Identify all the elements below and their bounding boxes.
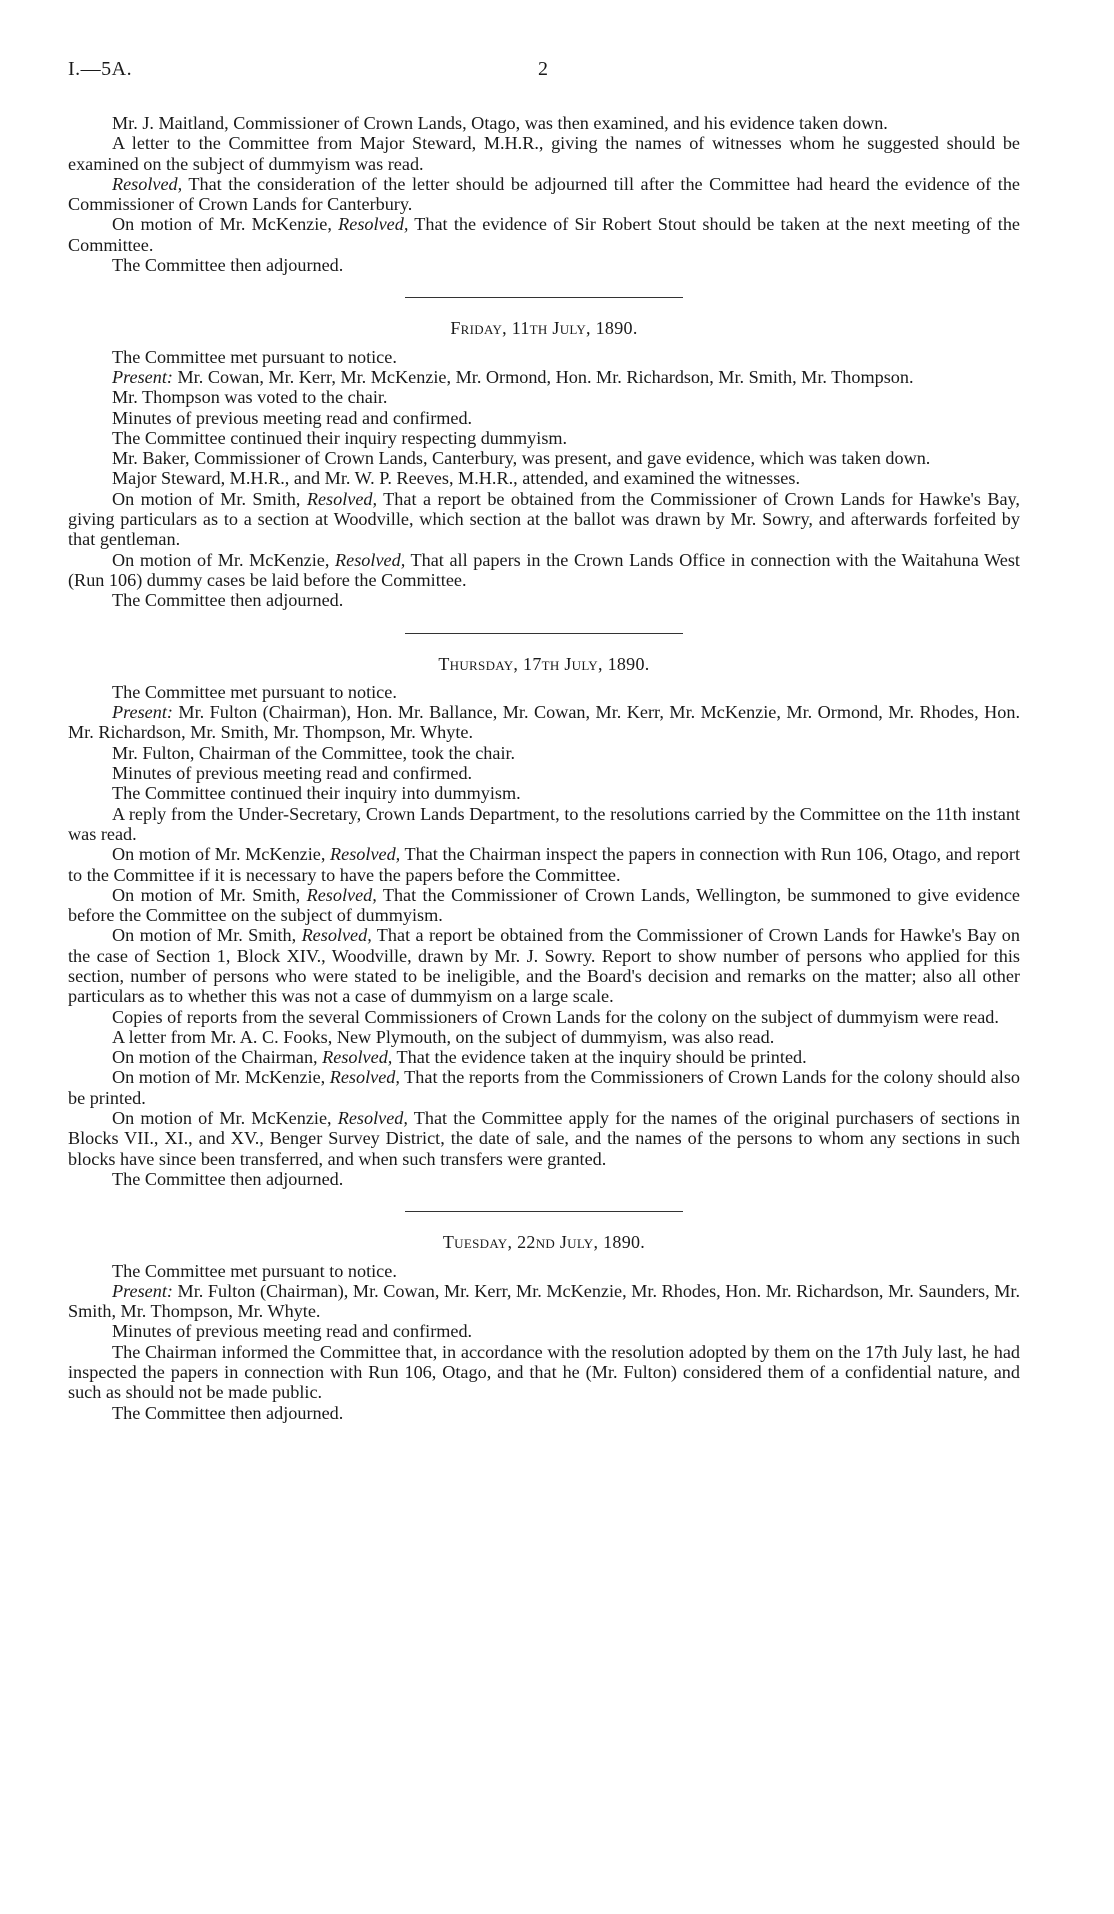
- paragraph: On motion of Mr. McKenzie, Resolved, That the reports from the Commissioners of Crown Lands for the colony should also be printed.: [68, 1067, 1020, 1108]
- paragraph: A letter to the Committee from Major Steward, M.H.R., giving the names of witnesses whom he suggested should be examined on the subject of dummyism was read.: [68, 133, 1020, 174]
- paragraph: On motion of Mr. McKenzie, Resolved, That all papers in the Crown Lands Office in connection with the Waitahuna West (Run 106) dummy cases be laid before the Committee.: [68, 549, 1020, 590]
- meeting-date: Tuesday, 22nd July, 1890.: [442, 1232, 646, 1253]
- italic-term: Resolved,: [329, 1067, 400, 1088]
- paragraph: The Committee continued their inquiry into dummyism.: [112, 783, 521, 804]
- paragraph: Copies of reports from the several Commissioners of Crown Lands for the colony on the subject of dummyism were read.: [112, 1006, 999, 1027]
- meeting-section: [68, 318, 1020, 610]
- italic-term: Present:: [112, 1280, 173, 1301]
- italic-term: Resolved,: [112, 173, 183, 194]
- paragraph: Resolved, That the consideration of the letter should be adjourned till after the Committee had heard the evidence of the Commissioner of Crown Lands for Canterbury.: [68, 173, 1020, 215]
- italic-term: Present:: [112, 702, 173, 723]
- section-divider: [405, 633, 683, 634]
- meeting-section: [68, 654, 1020, 1190]
- paragraph: The Committee met pursuant to notice.: [112, 681, 397, 702]
- paragraph: The Committee met pursuant to notice.: [112, 346, 397, 367]
- italic-term: Resolved,: [337, 1108, 408, 1129]
- document-reference: I.—5A.: [68, 58, 133, 80]
- paragraph: On motion of Mr. Smith, Resolved, That a report be obtained from the Commissioner of Crown Lands for Hawke's Bay on the case of Section 1, Block XIV., Woodville, drawn by Mr. J. Sowry. Report to show number of persons who applied for this section, number of persons who were stated to be ineligible, and the Board's decision and remarks on the matter; also all other particulars as to whether this was not a case of dummyism on a large scale.: [68, 925, 1020, 1007]
- paragraph: Present: Mr. Cowan, Mr. Kerr, Mr. McKenzie, Mr. Ormond, Hon. Mr. Richardson, Mr. Smith, Mr. Thompson.: [112, 366, 914, 387]
- italic-term: Resolved,: [301, 925, 372, 946]
- paragraph: The Committee then adjourned.: [112, 1168, 344, 1189]
- paragraph: Present: Mr. Fulton (Chairman), Mr. Cowan, Mr. Kerr, Mr. McKenzie, Mr. Rhodes, Hon. Mr. Richardson, Mr. Saunders, Mr. Smith, Mr. Thompson, Mr. Whyte.: [68, 1280, 1020, 1322]
- paragraph: Minutes of previous meeting read and confirmed.: [112, 763, 473, 784]
- meeting-date: Friday, 11th July, 1890.: [450, 318, 638, 339]
- paragraph: Present: Mr. Fulton (Chairman), Hon. Mr. Ballance, Mr. Cowan, Mr. Kerr, Mr. McKenzie, Mr. Ormond, Mr. Rhodes, Hon. Mr. Richardson, Mr. Smith, Mr. Thompson, Mr. Whyte.: [68, 702, 1020, 743]
- paragraph: Mr. Fulton, Chairman of the Committee, took the chair.: [112, 742, 516, 763]
- page-number: 2: [538, 58, 548, 80]
- paragraph: The Committee then adjourned.: [112, 590, 344, 611]
- minutes-body: [68, 113, 1020, 1423]
- paragraph: A reply from the Under-Secretary, Crown Lands Department, to the resolutions carried by the Committee on the 11th instant was read.: [68, 803, 1020, 844]
- paragraph: The Committee then adjourned.: [112, 1402, 344, 1423]
- italic-term: Resolved,: [335, 549, 406, 570]
- italic-term: Resolved,: [306, 884, 377, 905]
- paragraph: The Committee met pursuant to notice.: [112, 1260, 397, 1281]
- paragraph: On motion of Mr. Smith, Resolved, That the Commissioner of Crown Lands, Wellington, be summoned to give evidence before the Committee on the subject of dummyism.: [68, 884, 1020, 926]
- italic-term: Resolved,: [306, 488, 378, 509]
- paragraph: Mr. Baker, Commissioner of Crown Lands, Canterbury, was present, and gave evidence, which was taken down.: [112, 448, 931, 469]
- intro-section: [68, 113, 1020, 275]
- italic-term: Resolved,: [330, 844, 401, 865]
- section-divider: [405, 297, 683, 298]
- paragraph: Major Steward, M.H.R., and Mr. W. P. Reeves, M.H.R., attended, and examined the witnesses.: [112, 468, 800, 489]
- page-header: [68, 58, 1048, 88]
- italic-term: Resolved,: [338, 214, 409, 235]
- paragraph: Minutes of previous meeting read and confirmed.: [112, 407, 473, 428]
- paragraph: The Committee continued their inquiry respecting dummyism.: [112, 427, 568, 448]
- italic-term: Present:: [112, 366, 173, 387]
- paragraph: On motion of Mr. McKenzie, Resolved, That the Committee apply for the names of the original purchasers of sections in Blocks VII., XI., and XV., Benger Survey District, the date of sale, and the names of the persons to whom any sections in such blocks have since been transferred, and when such transfers were granted.: [68, 1108, 1020, 1169]
- paragraph: The Chairman informed the Committee that, in accordance with the resolution adopted by them on the 17th July last, he had inspected the papers in connection with Run 106, Otago, and that he (Mr. Fulton) considered them of a confidential nature, and such as should not be made public.: [68, 1341, 1020, 1403]
- paragraph: Mr. J. Maitland, Commissioner of Crown Lands, Otago, was then examined, and his evidence taken down.: [112, 113, 888, 133]
- paragraph: A letter from Mr. A. C. Fooks, New Plymouth, on the subject of dummyism, was also read.: [112, 1026, 775, 1047]
- meeting-section: [68, 1232, 1020, 1423]
- section-divider: [405, 1211, 683, 1212]
- italic-term: Resolved,: [322, 1047, 393, 1068]
- paragraph: On motion of Mr. Smith, Resolved, That a report be obtained from the Commissioner of Crown Lands for Hawke's Bay, giving particulars as to a section at Woodville, which section at the ballot was drawn by Mr. Sowry, and afterwards forfeited by that gentleman.: [68, 488, 1020, 550]
- paragraph: On motion of Mr. McKenzie, Resolved, That the evidence of Sir Robert Stout should be taken at the next meeting of the Committee.: [68, 214, 1020, 255]
- paragraph: The Committee then adjourned.: [112, 255, 344, 276]
- paragraph: On motion of the Chairman, Resolved, That the evidence taken at the inquiry should be printed.: [112, 1047, 807, 1068]
- paragraph: On motion of Mr. McKenzie, Resolved, That the Chairman inspect the papers in connection with Run 106, Otago, and report to the Committee if it is necessary to have the papers before the Committee.: [68, 844, 1020, 885]
- paragraph: Mr. Thompson was voted to the chair.: [112, 387, 388, 408]
- meeting-date: Thursday, 17th July, 1890.: [438, 653, 650, 674]
- paragraph: Minutes of previous meeting read and confirmed.: [112, 1321, 473, 1342]
